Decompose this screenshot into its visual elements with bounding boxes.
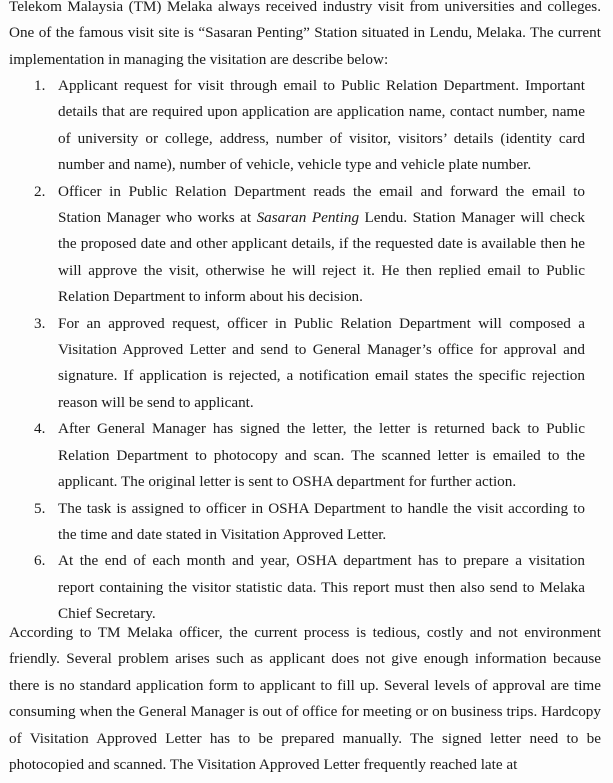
step-number: 2. bbox=[34, 182, 46, 200]
step-number: 4. bbox=[34, 420, 46, 438]
list-item bbox=[0, 179, 585, 311]
step-text: For an approved request, officer in Public Relation Department will composed a Visitation Approved Letter and send to General Manager’s office for approval and signature. If application is rejected, a notification email states the specific rejection reason will be send to applicant. bbox=[58, 314, 585, 411]
step-text: After General Manager has signed the letter, the letter is returned back to Public Relation Department to photocopy and scan. The scanned letter is emailed to the applicant. The original letter is sent to OSHA department for further action. bbox=[58, 420, 585, 491]
list-item bbox=[0, 548, 585, 627]
step-number: 6. bbox=[34, 552, 46, 570]
list-item bbox=[0, 496, 585, 549]
outro-paragraph: According to TM Melaka officer, the current process is tedious, costly and not environment friendly. Several problem arises such as applicant does not give enough information because there is no standard application form to applicant to fill up. Several levels of approval are time consuming when the General Manager is out of office for meeting or on business trips. Hardcopy of Visitation Approved Letter has to be prepared manually. The signed letter need to be photocopied and scanned. The Visitation Approved Letter frequently reached late at bbox=[9, 624, 601, 774]
step-number: 3. bbox=[34, 314, 46, 332]
list-item bbox=[0, 311, 585, 417]
step-text: The task is assigned to officer in OSHA Department to handle the visit according to the time and date stated in Visitation Approved Letter. bbox=[58, 499, 585, 543]
step-text: Applicant request for visit through email to Public Relation Department. Important details that are required upon application are application name, contact number, name of university or college, address, number of visitor, visitors’ details (identity card number and name), number of vehicle, vehicle type and vehicle plate number. bbox=[58, 77, 585, 174]
list-item bbox=[0, 416, 585, 495]
step-number: 1. bbox=[34, 77, 46, 94]
process-steps-list bbox=[0, 73, 585, 628]
list-item bbox=[0, 73, 585, 179]
step-text-before: Officer in Public Relation Department reads the email and forward the email to Station Manager who works at bbox=[58, 182, 585, 227]
step-text: At the end of each month and year, OSHA department has to prepare a visitation report containing the visitor statistic data. This report must then also send to Melaka Chief Secretary. bbox=[58, 552, 585, 623]
step-number: 5. bbox=[34, 499, 46, 517]
step-text-after: Lendu. Station Manager will check the proposed date and other applicant details, if the requested date is available then he will approve the visit, otherwise he will reject it. He then replied email to Public Relation Department to inform about his decision. bbox=[58, 209, 586, 306]
station-name: Sasaran Penting bbox=[256, 209, 360, 227]
intro-paragraph: Telekom Malaysia (TM) Melaka always received industry visit from universities and colleges. One of the famous visit site is “Sasaran Penting” Station situated in Lendu, Melaka. The current implementation in managing the visitation are describe below: bbox=[9, 0, 601, 68]
